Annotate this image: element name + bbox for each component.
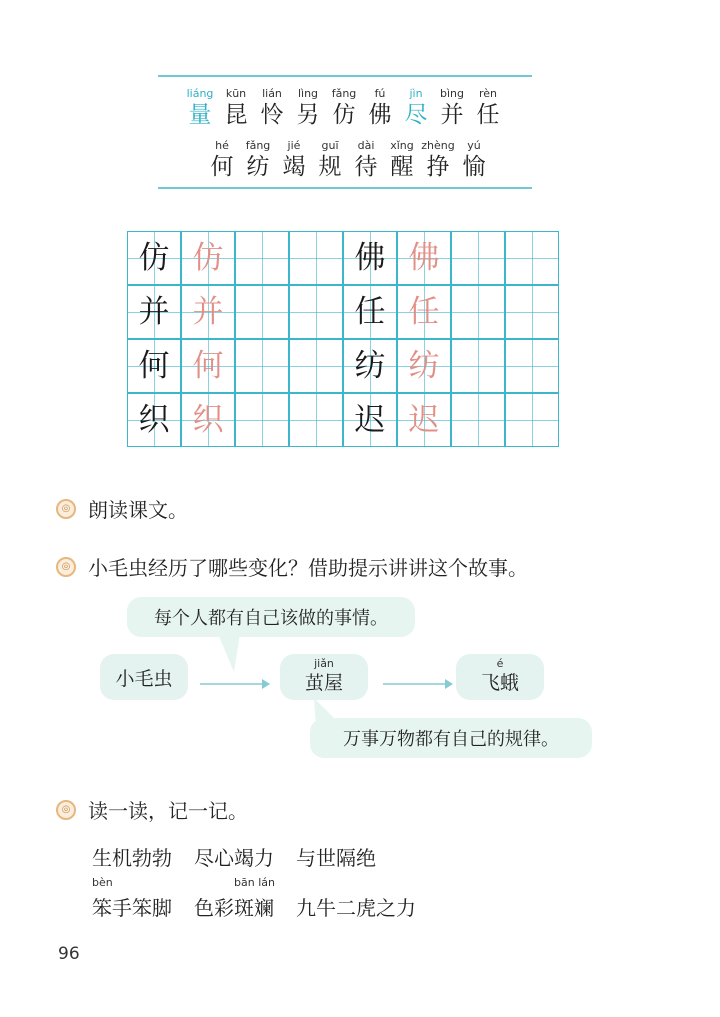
vocab-character: 并 bbox=[440, 102, 464, 128]
phrase: 与世隔绝 bbox=[296, 846, 376, 870]
grid-trace-character: 仿 bbox=[181, 231, 235, 285]
vocab-char-cell bbox=[470, 87, 506, 129]
vocab-pinyin: zhèng bbox=[421, 139, 455, 152]
vocab-char-cell bbox=[362, 87, 398, 129]
grid-trace-character: 任 bbox=[397, 285, 451, 339]
vocab-pinyin: lián bbox=[262, 87, 282, 100]
vocab-char-cell bbox=[326, 87, 362, 129]
vocab-character: 尽 bbox=[404, 102, 428, 128]
hint-bubble-top-text: 每个人都有自己该做的事情。 bbox=[154, 608, 388, 629]
grid-trace-character: 佛 bbox=[397, 231, 451, 285]
grid-trace-character: 何 bbox=[181, 339, 235, 393]
vocab-character: 规 bbox=[318, 154, 342, 180]
grid-model-character: 佛 bbox=[343, 231, 397, 285]
vocab-character: 何 bbox=[210, 154, 234, 180]
vocab-pinyin: bìng bbox=[440, 87, 464, 100]
grid-empty-cell bbox=[289, 285, 343, 339]
phrase-row-1 bbox=[92, 842, 398, 871]
vocab-character: 仿 bbox=[332, 102, 356, 128]
grid-model-character: 并 bbox=[127, 285, 181, 339]
vocab-pinyin: fǎng bbox=[331, 87, 357, 100]
grid-empty-cell bbox=[289, 231, 343, 285]
grid-empty-cell bbox=[505, 393, 559, 447]
exercise-3-text: 读一读，记一记。 bbox=[88, 799, 248, 823]
grid-trace-character: 织 bbox=[181, 393, 235, 447]
vocab-char-cell bbox=[434, 87, 470, 129]
vocab-character: 愉 bbox=[462, 154, 486, 180]
vocab-pinyin: jié bbox=[287, 139, 301, 152]
grid-model-character: 迟 bbox=[343, 393, 397, 447]
vocab-pinyin: yú bbox=[467, 139, 481, 152]
page-number: 96 bbox=[58, 944, 80, 964]
grid-empty-cell bbox=[235, 285, 289, 339]
vocab-pinyin: hé bbox=[215, 139, 229, 152]
phrase: 九牛二虎之力 bbox=[296, 896, 416, 920]
grid-trace-character: 并 bbox=[181, 285, 235, 339]
vocab-character: 挣 bbox=[426, 154, 450, 180]
vocab-character: 醒 bbox=[390, 154, 414, 180]
grid-empty-cell bbox=[235, 339, 289, 393]
vocab-pinyin: kūn bbox=[225, 87, 247, 100]
bullet-icon: ◎ bbox=[56, 557, 76, 577]
node-moth-pinyin: é bbox=[496, 657, 504, 670]
vocab-pinyin: rèn bbox=[478, 87, 498, 100]
story-node-caterpillar bbox=[100, 654, 188, 700]
bubble-top-tail bbox=[214, 634, 244, 674]
vocab-character: 待 bbox=[354, 154, 378, 180]
vocab-bottom-rule bbox=[158, 187, 532, 189]
vocab-character: 另 bbox=[296, 102, 320, 128]
grid-model-character: 任 bbox=[343, 285, 397, 339]
grid-empty-cell bbox=[451, 285, 505, 339]
vocab-char-cell bbox=[240, 139, 276, 181]
vocab-pinyin: fú bbox=[374, 87, 386, 100]
story-node-cocoon bbox=[280, 654, 368, 700]
grid-model-character: 织 bbox=[127, 393, 181, 447]
grid-empty-cell bbox=[451, 339, 505, 393]
vocab-character: 量 bbox=[188, 102, 212, 128]
phrase-with-pinyin bbox=[92, 876, 172, 921]
vocab-char-cell bbox=[182, 87, 218, 129]
vocab-character: 佛 bbox=[368, 102, 392, 128]
vocab-box bbox=[158, 75, 532, 189]
vocab-char-cell bbox=[312, 139, 348, 181]
vocab-row-2 bbox=[204, 139, 492, 181]
vocab-char-cell bbox=[276, 139, 312, 181]
phrase-pinyin-ben: bèn bbox=[92, 876, 113, 889]
hint-bubble-bottom-text: 万事万物都有自己的规律。 bbox=[343, 729, 559, 750]
vocab-character: 怜 bbox=[260, 102, 284, 128]
vocab-char-cell bbox=[348, 139, 384, 181]
vocab-char-cell bbox=[254, 87, 290, 129]
grid-trace-character: 纺 bbox=[397, 339, 451, 393]
exercise-1 bbox=[56, 494, 188, 523]
exercise-3 bbox=[56, 795, 248, 824]
grid-empty-cell bbox=[505, 339, 559, 393]
vocab-pinyin: guī bbox=[321, 139, 339, 152]
vocab-char-cell bbox=[456, 139, 492, 181]
vocab-character: 任 bbox=[476, 102, 500, 128]
grid-trace-character: 迟 bbox=[397, 393, 451, 447]
phrase-with-pinyin bbox=[194, 876, 275, 921]
vocab-pinyin: fǎng bbox=[245, 139, 271, 152]
grid-empty-cell bbox=[451, 393, 505, 447]
phrase-row-2 bbox=[92, 876, 438, 921]
hint-bubble-bottom bbox=[310, 718, 592, 758]
vocab-character: 纺 bbox=[246, 154, 270, 180]
vocab-char-cell bbox=[218, 87, 254, 129]
grid-empty-cell bbox=[289, 339, 343, 393]
node-caterpillar-label: 小毛虫 bbox=[115, 667, 173, 690]
phrase-text: 色彩斑斓 bbox=[194, 896, 274, 920]
bullet-icon: ◎ bbox=[56, 800, 76, 820]
arrow-right-icon bbox=[383, 677, 453, 691]
vocab-top-rule bbox=[158, 75, 532, 77]
vocab-char-cell bbox=[398, 87, 434, 129]
grid-empty-cell bbox=[505, 231, 559, 285]
vocab-char-cell bbox=[384, 139, 420, 181]
node-cocoon-pinyin: jiǎn bbox=[314, 657, 334, 670]
vocab-character: 竭 bbox=[282, 154, 306, 180]
grid-empty-cell bbox=[235, 231, 289, 285]
vocab-char-cell bbox=[420, 139, 456, 181]
arrow-right-icon bbox=[200, 677, 270, 691]
exercise-2 bbox=[56, 552, 528, 581]
story-node-moth bbox=[456, 654, 544, 700]
phrase: 尽心竭力 bbox=[194, 846, 274, 870]
grid-model-character: 仿 bbox=[127, 231, 181, 285]
grid-empty-cell bbox=[451, 231, 505, 285]
hint-bubble-top bbox=[127, 597, 415, 637]
vocab-char-cell bbox=[204, 139, 240, 181]
phrase-text: 笨手笨脚 bbox=[92, 896, 172, 920]
node-moth-label: 飞蛾 bbox=[480, 671, 519, 694]
vocab-pinyin: jìn bbox=[409, 87, 423, 100]
vocab-pinyin: lìng bbox=[297, 87, 319, 100]
vocab-character: 昆 bbox=[224, 102, 248, 128]
grid-model-character: 何 bbox=[127, 339, 181, 393]
grid-model-character: 纺 bbox=[343, 339, 397, 393]
node-cocoon-label: 茧屋 bbox=[304, 671, 343, 694]
vocab-pinyin: liáng bbox=[186, 87, 214, 100]
bullet-icon: ◎ bbox=[56, 499, 76, 519]
phrase: 生机勃勃 bbox=[92, 846, 172, 870]
grid-empty-cell bbox=[289, 393, 343, 447]
grid-empty-cell bbox=[505, 285, 559, 339]
vocab-pinyin: xǐng bbox=[390, 139, 414, 152]
vocab-char-cell bbox=[290, 87, 326, 129]
vocab-pinyin: dài bbox=[357, 139, 375, 152]
phrase-pinyin-banlan: bān lán bbox=[234, 876, 275, 889]
vocab-row-1 bbox=[182, 87, 506, 129]
exercise-1-text: 朗读课文。 bbox=[88, 498, 188, 522]
grid-empty-cell bbox=[235, 393, 289, 447]
exercise-2-text: 小毛虫经历了哪些变化？借助提示讲讲这个故事。 bbox=[88, 556, 528, 580]
